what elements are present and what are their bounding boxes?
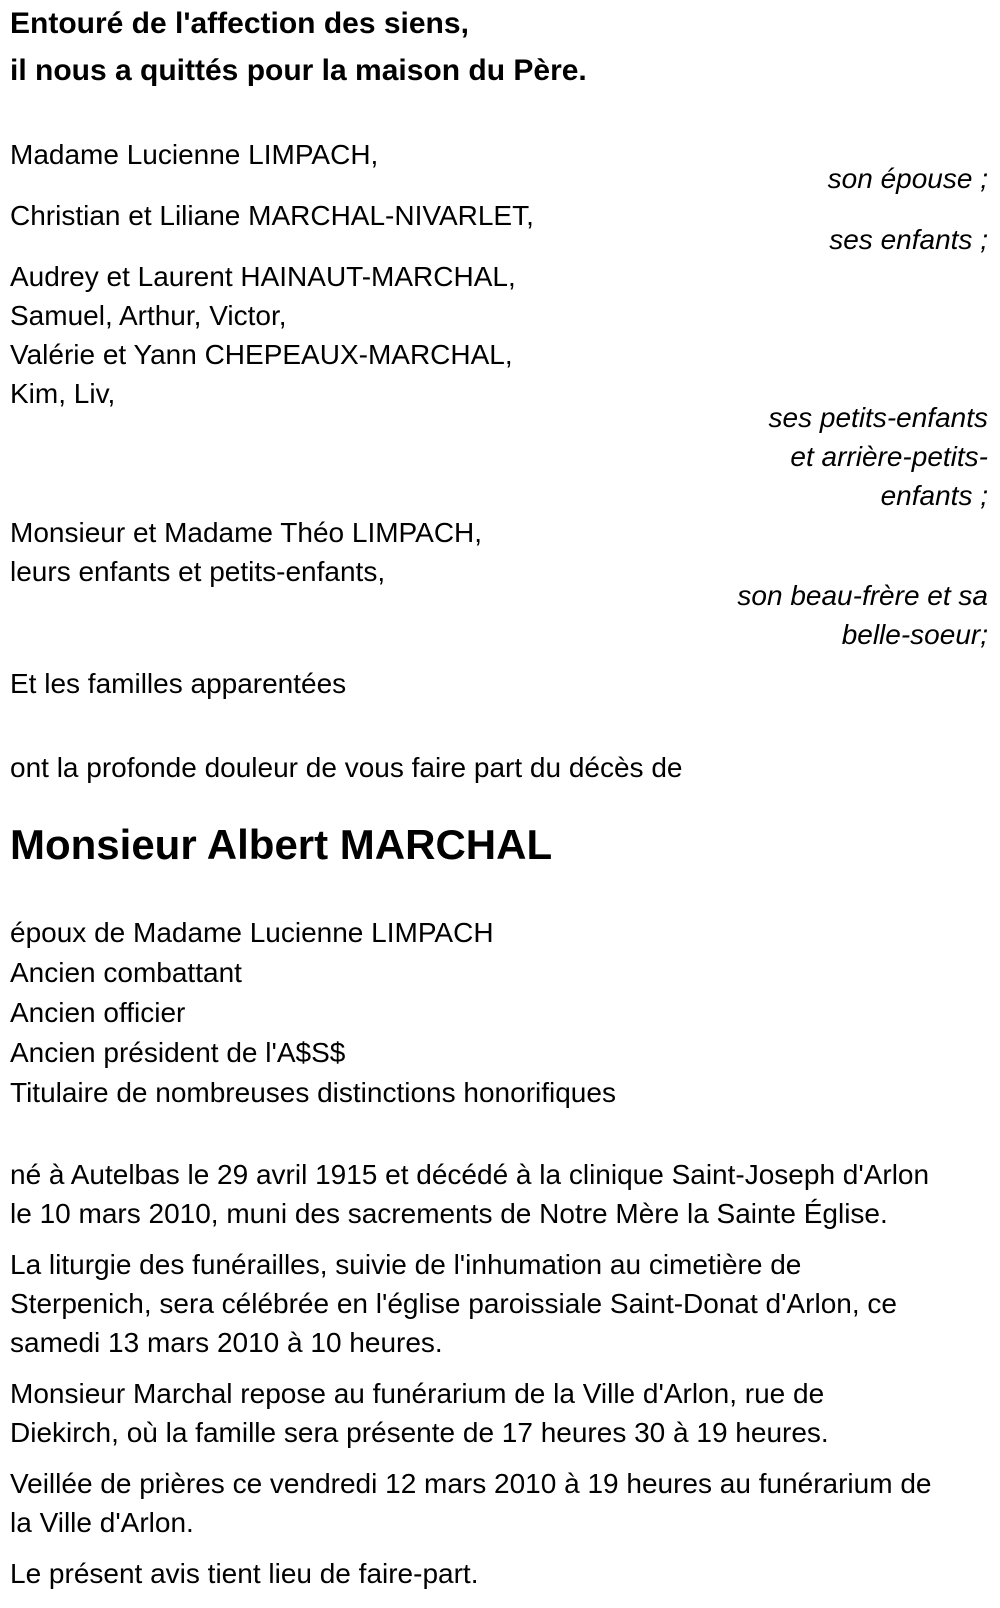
deceased-title-line: Ancien combattant (10, 957, 242, 988)
family-list (10, 135, 988, 654)
deceased-title-line: Titulaire de nombreuses distinctions honorifiques (10, 1077, 616, 1108)
relation-block (10, 398, 988, 515)
related-families-line: Et les familles apparentées (10, 668, 347, 699)
family-group-children (10, 196, 988, 259)
family-name-line: leurs enfants et petits-enfants, (10, 556, 386, 587)
family-name-line: Christian et Liliane MARCHAL-NIVARLET, (10, 200, 534, 231)
family-group-spouse (10, 135, 988, 198)
paragraph-line: Monsieur Marchal repose au funérarium de la Ville d'Arlon, rue de (10, 1378, 825, 1409)
paragraph-funerarium (10, 1374, 988, 1452)
deceased-title-line: Ancien officier (10, 997, 186, 1028)
paragraph-line: Diekirch, où la famille sera présente de 17 heures 30 à 19 heures. (10, 1417, 829, 1448)
paragraph-line: Veillée de prières ce vendredi 12 mars 2010 à 19 heures au funérarium de (10, 1468, 932, 1499)
relation-line: son beau-frère et sa (737, 580, 988, 611)
deceased-title-line: Ancien président de l'A$S$ (10, 1037, 346, 1068)
relation-line: son épouse ; (827, 163, 988, 194)
paragraph-vigil (10, 1464, 988, 1542)
relation-line: ses enfants ; (829, 224, 988, 255)
paragraph-line: La liturgie des funérailles, suivie de l'inhumation au cimetière de (10, 1249, 802, 1280)
family-name-line: Audrey et Laurent HAINAUT-MARCHAL, (10, 261, 516, 292)
family-name-line: Monsieur et Madame Théo LIMPACH, (10, 517, 483, 548)
paragraph-line: samedi 13 mars 2010 à 10 heures. (10, 1327, 443, 1358)
intro-line-1: Entouré de l'affection des siens, (10, 7, 469, 40)
paragraph-line: Sterpenich, sera célébrée en l'église paroissiale Saint-Donat d'Arlon, ce (10, 1288, 897, 1319)
paragraph-line: la Ville d'Arlon. (10, 1507, 194, 1538)
family-name-line: Kim, Liv, (10, 378, 116, 409)
paragraph-line: né à Autelbas le 29 avril 1915 et décédé à la clinique Saint-Joseph d'Arlon (10, 1159, 930, 1190)
intro-line-2: il nous a quittés pour la maison du Père. (10, 54, 587, 87)
intro-header (10, 3, 988, 92)
paragraph-funeral-liturgy (10, 1245, 988, 1362)
family-name-line: Samuel, Arthur, Victor, (10, 300, 287, 331)
relation-line: belle-soeur; (841, 619, 988, 650)
relation-line: enfants ; (880, 480, 988, 511)
paragraph-birth-death (10, 1155, 988, 1233)
family-name-line: Madame Lucienne LIMPACH, (10, 139, 379, 170)
family-group-in-laws (10, 513, 988, 654)
deceased-name: Monsieur Albert MARCHAL (10, 821, 553, 868)
family-name-line: Valérie et Yann CHEPEAUX-MARCHAL, (10, 339, 513, 370)
announcement-line: ont la profonde douleur de vous faire part du décès de (10, 752, 683, 783)
deceased-title-line: époux de Madame Lucienne LIMPACH (10, 917, 494, 948)
paragraph-line: le 10 mars 2010, muni des sacrements de Notre Mère la Sainte Église. (10, 1198, 888, 1229)
deceased-titles (10, 913, 988, 1113)
relation-line: ses petits-enfants (768, 402, 988, 433)
notice-body (10, 1155, 988, 1593)
paragraph-line: Le présent avis tient lieu de faire-part. (10, 1558, 479, 1589)
paragraph-notice (10, 1554, 988, 1593)
obituary-page (10, 3, 988, 1593)
family-group-grandchildren (10, 257, 988, 515)
relation-line: et arrière-petits- (790, 441, 988, 472)
